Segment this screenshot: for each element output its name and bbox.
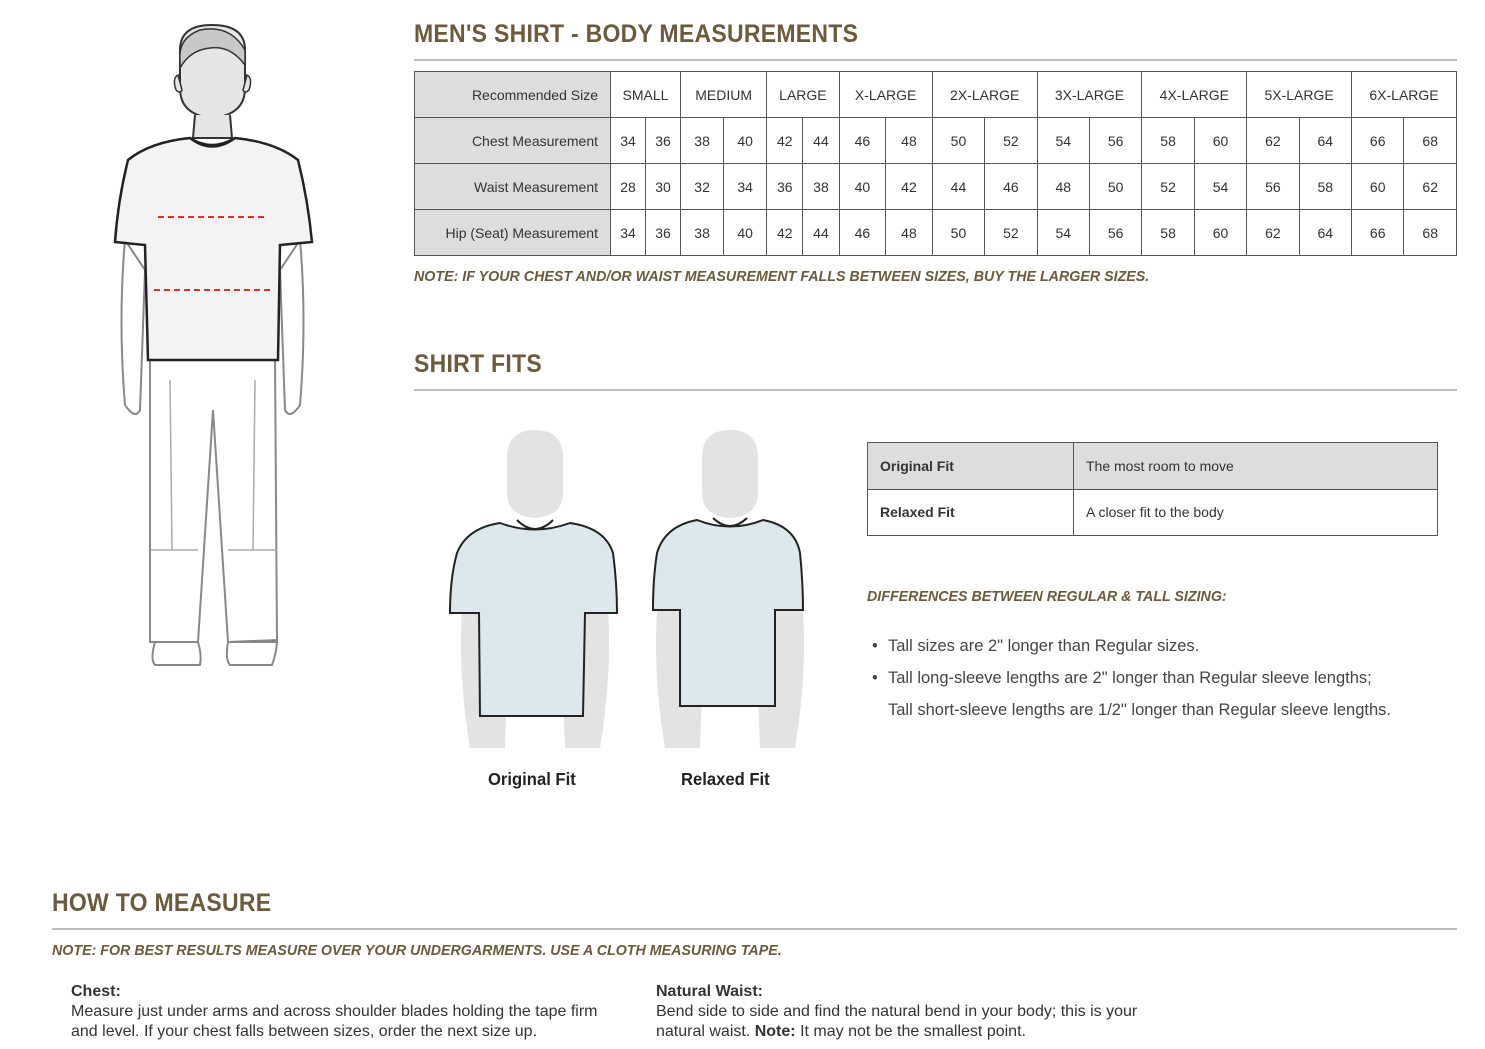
chest-cell: 66 (1352, 118, 1404, 164)
waist-note-label: Note: (754, 1023, 796, 1040)
chest-cell: 38 (681, 118, 724, 164)
size-header-cell: SMALL (611, 72, 681, 118)
chest-text-line: Measure just under arms and across shoulder blades holding the tape firm (71, 1003, 598, 1020)
chest-text-line: and level. If your chest falls between sizes, order the next size up. (71, 1023, 538, 1040)
waist-cell: 42 (886, 164, 933, 210)
fit-description-cell: The most room to move (1074, 443, 1438, 490)
chest-cell: 60 (1194, 118, 1246, 164)
measure-section-title: HOW TO MEASURE (52, 889, 272, 917)
size-header-cell: 3X-LARGE (1037, 72, 1142, 118)
hip-cell: 48 (886, 210, 933, 256)
row-label-chest: Chest Measurement (415, 118, 611, 164)
chest-cell: 56 (1089, 118, 1141, 164)
waist-cell: 60 (1352, 164, 1404, 210)
waist-instructions (656, 982, 1137, 1042)
measure-section-divider (52, 928, 1457, 930)
hip-cell: 66 (1352, 210, 1404, 256)
waist-cell: 52 (1142, 164, 1194, 210)
chest-cell: 40 (724, 118, 767, 164)
size-chart-table (414, 71, 1457, 256)
chest-cell: 58 (1142, 118, 1194, 164)
list-item: • Tall long-sleeve lengths are 2" longer than Regular sleeve lengths; (872, 662, 1391, 694)
hip-cell: 34 (611, 210, 646, 256)
row-label-size: Recommended Size (415, 72, 611, 118)
waist-text-start: natural waist. (656, 1023, 751, 1040)
hip-cell: 36 (646, 210, 681, 256)
waist-heading: Natural Waist: (656, 983, 763, 1000)
chest-instructions (71, 982, 598, 1042)
waist-cell: 36 (767, 164, 803, 210)
hip-cell: 38 (681, 210, 724, 256)
chest-heading: Chest: (71, 983, 121, 1000)
list-item: • Tall sizes are 2" longer than Regular sizes. (872, 630, 1391, 662)
fits-section-divider (414, 389, 1457, 391)
waist-cell: 54 (1194, 164, 1246, 210)
hip-cell: 42 (767, 210, 803, 256)
chest-cell: 42 (767, 118, 803, 164)
waist-cell: 34 (724, 164, 767, 210)
original-fit-label: Original Fit (488, 769, 576, 789)
chest-cell: 54 (1037, 118, 1089, 164)
waist-text-line: Bend side to side and find the natural bend in your body; this is your (656, 1003, 1138, 1020)
original-fit-illustration (445, 428, 625, 758)
size-row (415, 72, 1457, 118)
list-item-continuation: Tall short-sleeve lengths are 1/2" longer than Regular sleeve lengths. (888, 701, 1391, 719)
pants-shape (150, 360, 277, 642)
waist-cell: 28 (611, 164, 646, 210)
hip-cell: 44 (803, 210, 839, 256)
size-header-cell: 6X-LARGE (1352, 72, 1457, 118)
size-header-cell: 5X-LARGE (1247, 72, 1352, 118)
hip-cell: 54 (1037, 210, 1089, 256)
size-header-cell: 4X-LARGE (1142, 72, 1247, 118)
size-section-divider (414, 59, 1457, 61)
chest-cell: 68 (1404, 118, 1457, 164)
waist-cell: 62 (1404, 164, 1457, 210)
chest-cell: 46 (839, 118, 886, 164)
hip-cell: 64 (1299, 210, 1351, 256)
chest-cell: 36 (646, 118, 681, 164)
fit-row (868, 489, 1438, 536)
fit-description-cell: A closer fit to the body (1074, 489, 1438, 536)
chest-cell: 48 (886, 118, 933, 164)
chest-cell: 62 (1247, 118, 1299, 164)
size-section-title: MEN'S SHIRT - BODY MEASUREMENTS (414, 20, 859, 48)
waist-cell: 44 (932, 164, 984, 210)
size-header-cell: LARGE (767, 72, 839, 118)
hip-cell: 56 (1089, 210, 1141, 256)
size-header-cell: X-LARGE (839, 72, 932, 118)
size-header-cell: MEDIUM (681, 72, 767, 118)
hip-cell: 62 (1247, 210, 1299, 256)
tall-sizing-list (872, 630, 1391, 726)
waist-cell: 30 (646, 164, 681, 210)
waist-cell: 40 (839, 164, 886, 210)
row-label-hip: Hip (Seat) Measurement (415, 210, 611, 256)
fit-description-table (867, 442, 1438, 536)
size-header-cell: 2X-LARGE (932, 72, 1037, 118)
waist-cell: 56 (1247, 164, 1299, 210)
relaxed-fit-label: Relaxed Fit (681, 769, 770, 789)
chest-cell: 64 (1299, 118, 1351, 164)
waist-text-line (656, 1022, 1137, 1042)
tall-sizing-heading: DIFFERENCES BETWEEN REGULAR & TALL SIZING: (867, 588, 1227, 605)
waist-cell: 32 (681, 164, 724, 210)
hip-cell: 60 (1194, 210, 1246, 256)
waist-text-end: It may not be the smallest point. (800, 1023, 1026, 1040)
waist-cell: 48 (1037, 164, 1089, 210)
chest-cell: 50 (932, 118, 984, 164)
chest-cell: 44 (803, 118, 839, 164)
hip-cell: 68 (1404, 210, 1457, 256)
relaxed-fit-illustration (645, 428, 815, 758)
fit-row (868, 443, 1438, 490)
fit-name-cell: Original Fit (868, 443, 1074, 490)
hip-cell: 52 (985, 210, 1037, 256)
chest-cell: 52 (985, 118, 1037, 164)
row-label-waist: Waist Measurement (415, 164, 611, 210)
waist-row (415, 164, 1457, 210)
hip-row (415, 210, 1457, 256)
hip-cell: 46 (839, 210, 886, 256)
waist-cell: 46 (985, 164, 1037, 210)
chest-cell: 34 (611, 118, 646, 164)
measure-note: NOTE: FOR BEST RESULTS MEASURE OVER YOUR UNDERGARMENTS. USE A CLOTH MEASURING TAPE. (52, 942, 782, 959)
hip-cell: 40 (724, 210, 767, 256)
hip-cell: 58 (1142, 210, 1194, 256)
fit-name-cell: Relaxed Fit (868, 489, 1074, 536)
size-note: NOTE: IF YOUR CHEST AND/OR WAIST MEASUREMENT FALLS BETWEEN SIZES, BUY THE LARGER SIZES. (414, 268, 1150, 285)
waist-cell: 38 (803, 164, 839, 210)
measurement-figure-illustration (100, 20, 330, 675)
hip-cell: 50 (932, 210, 984, 256)
chest-row (415, 118, 1457, 164)
waist-cell: 58 (1299, 164, 1351, 210)
waist-cell: 50 (1089, 164, 1141, 210)
fits-section-title: SHIRT FITS (414, 350, 542, 378)
